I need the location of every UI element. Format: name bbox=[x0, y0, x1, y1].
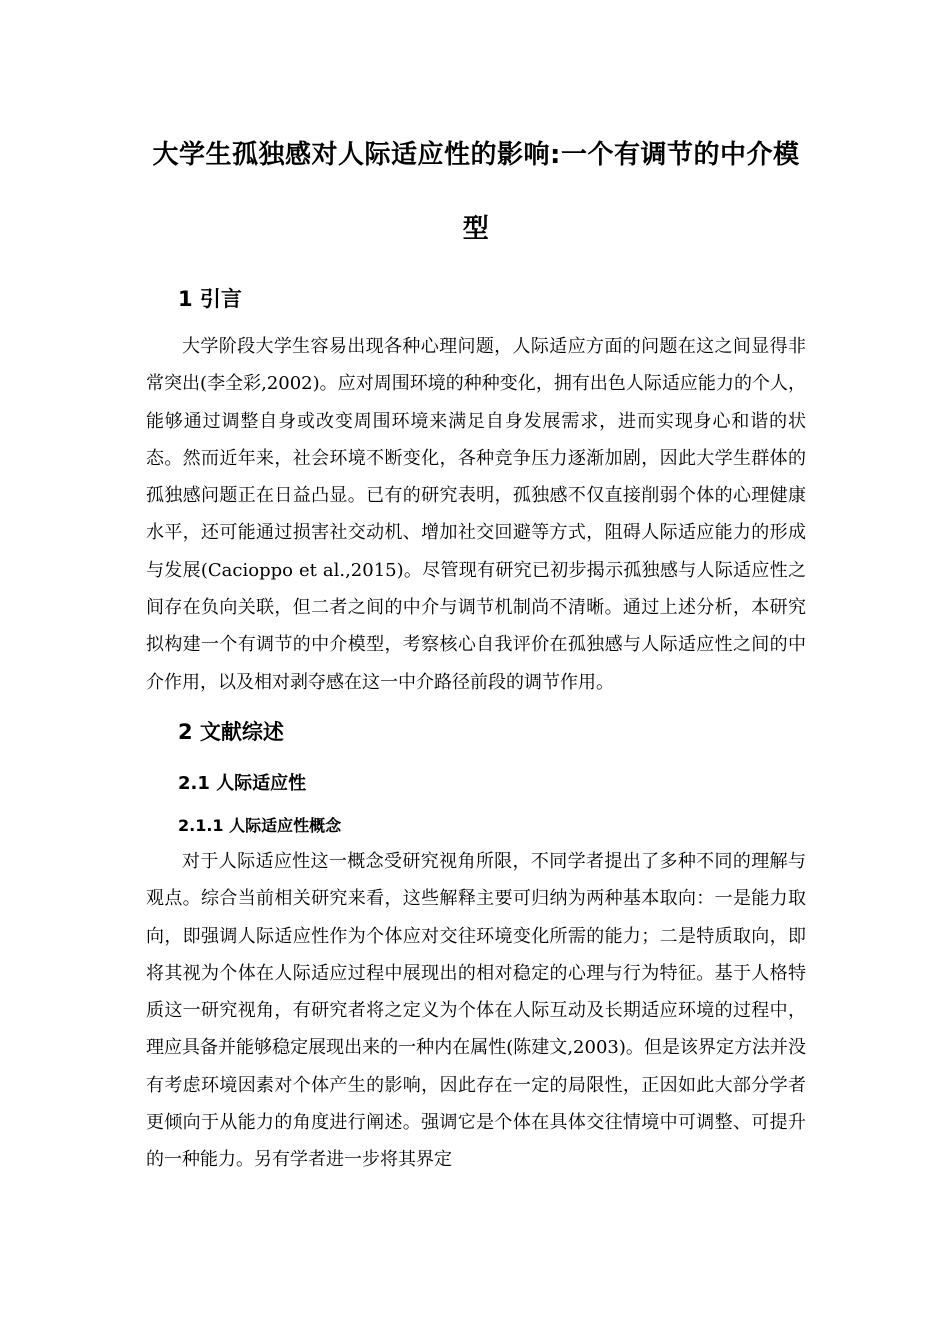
section-heading-introduction: 1 引言 bbox=[178, 287, 242, 311]
subsubsection-heading-concept: 2.1.1 人际适应性概念 bbox=[178, 815, 342, 835]
document-body bbox=[146, 118, 806, 1179]
paper-title: 大学生孤独感对人际适应性的影响:一个有调节的中介模型 bbox=[152, 140, 800, 244]
introduction-paragraph: 大学阶段大学生容易出现各种心理问题，人际适应方面的问题在这之间显得非常突出(李全彩,2002)。应对周围环境的种种变化，拥有出色人际适应能力的个人，能够通过调整自身或改变周围环境来满足自身发展需求，进而实现身心和谐的状态。然而近年来，社会环境不断变化，各种竞争压力逐渐加剧，因此大学生群体的孤独感问题正在日益凸显。已有的研究表明，孤独感不仅直接削弱个体的心理健康水平，还可能通过损害社交动机、增加社交回避等方式，阻碍人际适应能力的形成与发展(Cacioppo et al.,2015)。尽管现有研究已初步揭示孤独感与人际适应性之间存在负向关联，但二者之间的中介与调节机制尚不清晰。通过上述分析，本研究拟构建一个有调节的中介模型，考察核心自我评价在孤独感与人际适应性之间的中介作用，以及相对剥夺感在这一中介路径前段的调节作用。 bbox=[146, 336, 806, 693]
subsection-heading-interpersonal-adaptability: 2.1 人际适应性 bbox=[178, 772, 307, 794]
section-heading-literature-review: 2 文献综述 bbox=[178, 719, 284, 744]
concept-paragraph: 对于人际适应性这一概念受研究视角所限，不同学者提出了多种不同的理解与观点。综合当前相关研究来看，这些解释主要可归纳为两种基本取向：一是能力取向，即强调人际适应性作为个体应对交往环境变化所需的能力；二是特质取向，即将其视为个体在人际适应过程中展现出的相对稳定的心理与行为特征。基于人格特质这一研究视角，有研究者将之定义为个体在人际互动及长期适应环境的过程中，理应具备并能够稳定展现出来的一种内在属性(陈建文,2003)。但是该界定方法并没有考虑环境因素对个体产生的影响，因此存在一定的局限性，正因如此大部分学者更倾向于从能力的角度进行阐述。强调它是个体在具体交往情境中可调整、可提升的一种能力。另有学者进一步将其界定 bbox=[146, 850, 806, 1171]
